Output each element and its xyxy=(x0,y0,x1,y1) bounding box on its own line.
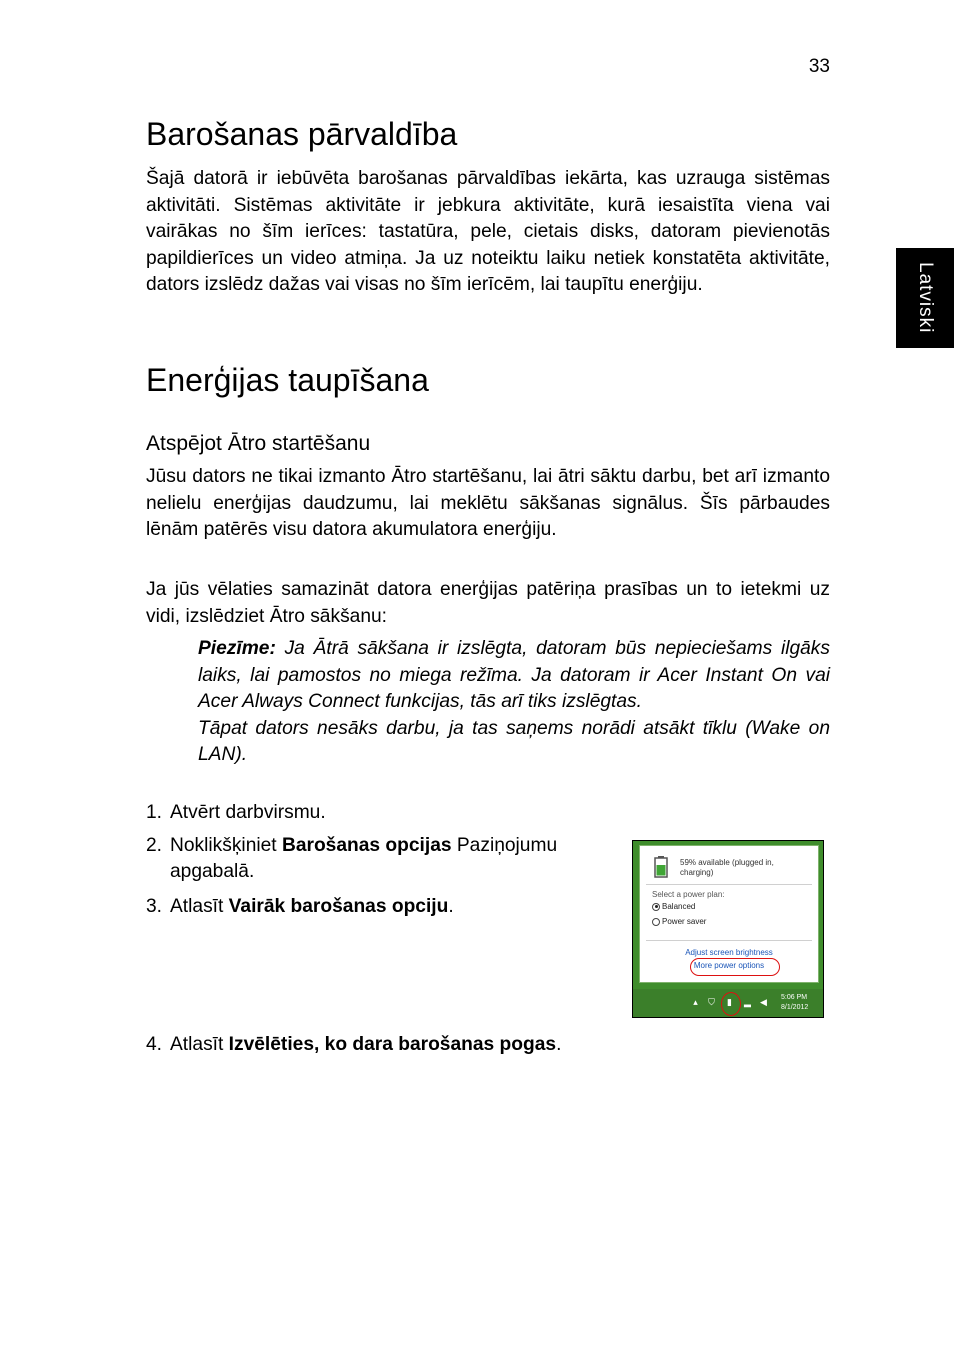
more-power-options-link[interactable]: More power options xyxy=(693,961,765,970)
subsection-title: Atspējot Ātro startēšanu xyxy=(146,432,371,455)
highlight-circle-tray xyxy=(721,992,741,1016)
power-management-paragraph: Šajā datorā ir iebūvēta barošanas pārvaldības iekārta, kas uzrauga sistēmas aktivitāti. Sistēmas aktivitāte ir jebkura aktivitāte, kurā iesaistīta viena vai vairākas no šīm ierīces: tastatūra, pele, cietais disks, datoram pievienotās papildierīces un video atmiņa. Ja uz noteiktu laiku netiek konstatēta aktivitāte, dators izslēdz dažas vai visas no šīm ierīcēm, lai taupītu enerģiju. xyxy=(146,168,830,295)
page-number: 33 xyxy=(808,56,830,77)
chevron-up-icon[interactable]: ▴ xyxy=(693,997,698,1007)
divider xyxy=(646,940,812,941)
fast-startup-paragraph: Jūsu dators ne tikai izmanto Ātro startēšanu, lai ātri sāktu darbu, bet arī izmanto nelielu enerģijas daudzumu, lai meklētu sākšanas signālus. Šīs pārbaudes lēnām patērēs visu datora akumulatora enerģiju. xyxy=(146,466,830,540)
section-title-energy-saving: Enerģijas taupīšana xyxy=(146,362,429,398)
step-1: 1. Atvērt darbvirsmu. xyxy=(146,802,326,823)
plan-balanced[interactable]: Balanced xyxy=(652,902,695,911)
shield-icon[interactable]: ⛉ xyxy=(708,997,715,1007)
power-flyout xyxy=(639,845,819,983)
network-icon[interactable]: ▂ xyxy=(744,997,751,1007)
language-tab xyxy=(896,248,954,348)
battery-status-text: 59% available (plugged in, charging) xyxy=(680,858,774,877)
step-2: 2. Noklikšķiniet Barošanas opcijas Paziņojumu apgabalā. xyxy=(146,835,558,882)
note-block xyxy=(198,636,830,769)
battery-icon xyxy=(654,856,668,878)
radio-icon xyxy=(652,918,660,926)
highlight-circle xyxy=(690,958,780,976)
note-label: Piezīme: xyxy=(198,638,276,659)
section-title-power-management: Barošanas pārvaldība xyxy=(146,116,458,152)
tray-clock[interactable]: 5:06 PM 8/1/2012 xyxy=(781,994,809,1011)
radio-selected-icon xyxy=(652,903,660,911)
reduce-consumption-paragraph: Ja jūs vēlaties samazināt datora enerģijas patēriņa prasības un to ietekmi uz vidi, izslēdziet Ātro sākšanu: xyxy=(146,579,830,627)
power-options-screenshot xyxy=(632,840,824,1018)
battery-tray-icon[interactable]: ▮ xyxy=(727,997,732,1007)
step-3: 3. Atlasīt Vairāk barošanas opciju. xyxy=(146,896,454,917)
volume-icon[interactable]: ◀ xyxy=(760,997,767,1007)
note-text: Ja Ātrā sākšana ir izslēgta, datoram būs nepieciešams ilgāks laiks, lai pamostos no miega režīma. Ja datoram ir Acer Instant On vai Acer Always Connect funkcijas, tās arī tiks izslēgtas. xyxy=(198,638,830,712)
language-tab-label: Latviski xyxy=(915,262,936,334)
step-4: 4. Atlasīt Izvēlēties, ko dara barošanas pogas. xyxy=(146,1034,562,1055)
note-text-wake-on-lan: Tāpat dators nesāks darbu, ja tas saņems norādi atsākt tīklu (Wake on LAN). xyxy=(198,717,830,765)
adjust-brightness-link[interactable]: Adjust screen brightness xyxy=(685,948,773,957)
divider xyxy=(646,884,812,885)
plan-label: Select a power plan: xyxy=(652,890,725,899)
plan-power-saver[interactable]: Power saver xyxy=(652,917,706,926)
